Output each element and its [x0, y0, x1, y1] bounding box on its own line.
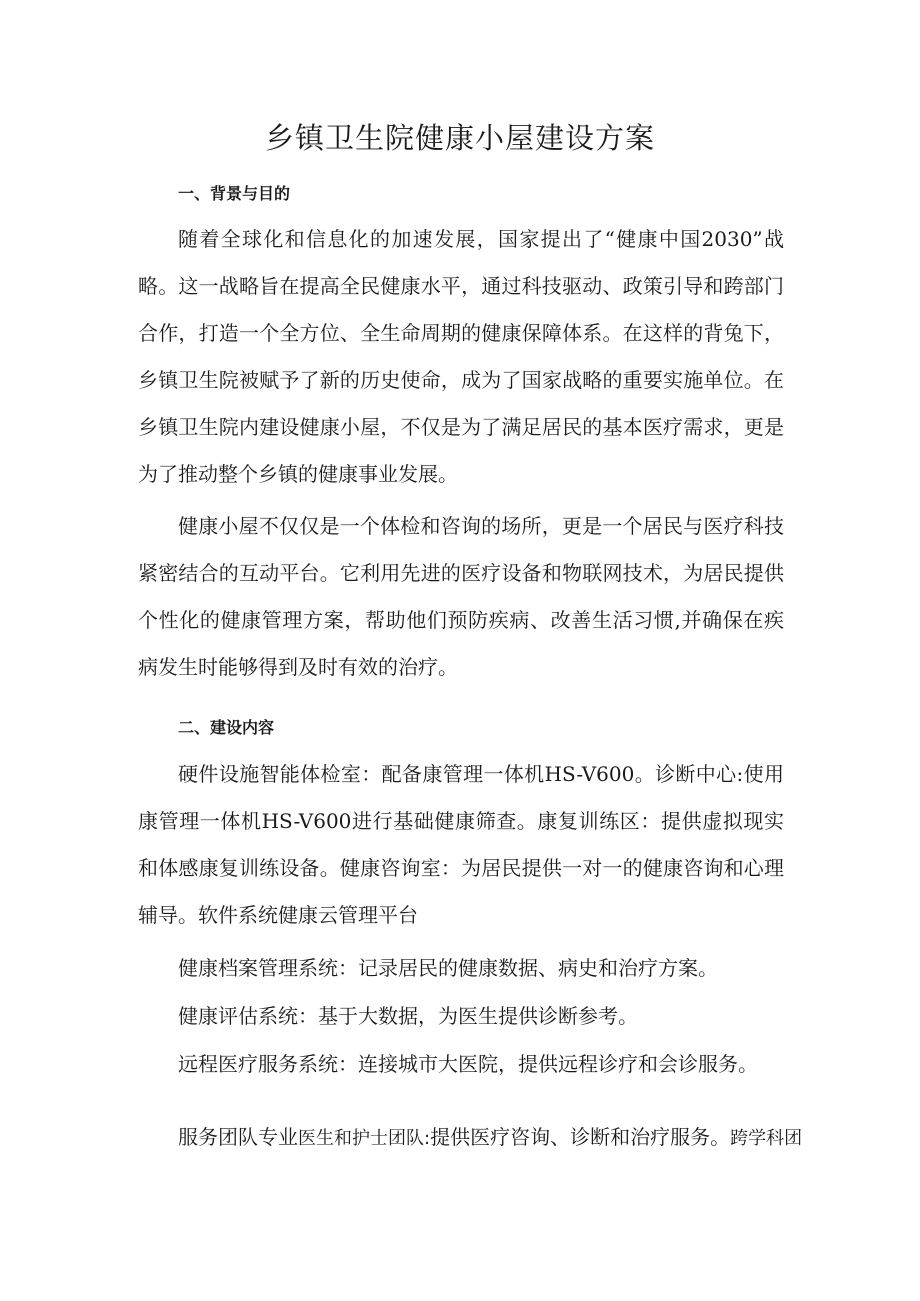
- list-item-service-team: [178, 1114, 803, 1162]
- service-team-text-d: 跨学科团: [730, 1128, 803, 1149]
- list-item-health-records: 健康档案管理系统：记录居民的健康数据、病史和治疗方案。: [178, 956, 718, 980]
- paragraph-background-2: 健康小屋不仅仅是一个体检和咨询的场所，更是一个居民与医疗科技紧密结合的互动平台。它利用先进的医疗设备和物联网技术，为居民提供个性化的健康管理方案，帮助他们预防疾病、改善生活习惯,并确保在疾病发生时能够得到及时有效的治疗。: [138, 514, 784, 679]
- service-team-text-b: 医生和护士团队:: [298, 1128, 431, 1149]
- paragraph-background-1: 随着全球化和信息化的加速发展，国家提出了“健康中国2030”战略。这一战略旨在提高全民健康水平，通过科技驱动、政策引导和跨部门合作，打造一个全方位、全生命周期的健康保障体系。在这样的背兔下，乡镇卫生院被赋予了新的历史使命，成为了国家战略的重要实施单位。在乡镇卫生院内建设健康小屋，不仅是为了满足居民的基本医疗需求，更是为了推动整个乡镇的健康事业发展。: [138, 227, 784, 486]
- section-heading-construction: 二、建设内容: [178, 718, 275, 737]
- list-item-health-assessment: 健康评估系统：基于大数据，为医生提供诊断参考。: [178, 1004, 638, 1028]
- paragraph-construction-hardware: 硬件设施智能体检室：配备康管理一体机HS-V600。诊断中心:使用康管理一体机HS-V600进行基础健康筛查。康复训练区：提供虚拟现实和体感康复训练设备。健康咨询室：为居民提供一对一的健康咨询和心理辅导。软件系统健康云管理平台: [138, 762, 784, 927]
- section-heading-background: 一、背景与目的: [178, 184, 291, 203]
- document-title: 乡镇卫生院健康小屋建设方案: [264, 121, 655, 155]
- service-team-text-a: 服务团队专业: [178, 1125, 298, 1149]
- list-item-telemedicine: 远程医疗服务系统：连接城市大医院，提供远程诊疗和会诊服务。: [178, 1052, 758, 1076]
- service-team-text-c: 提供医疗咨询、诊断和治疗服务。: [430, 1125, 731, 1149]
